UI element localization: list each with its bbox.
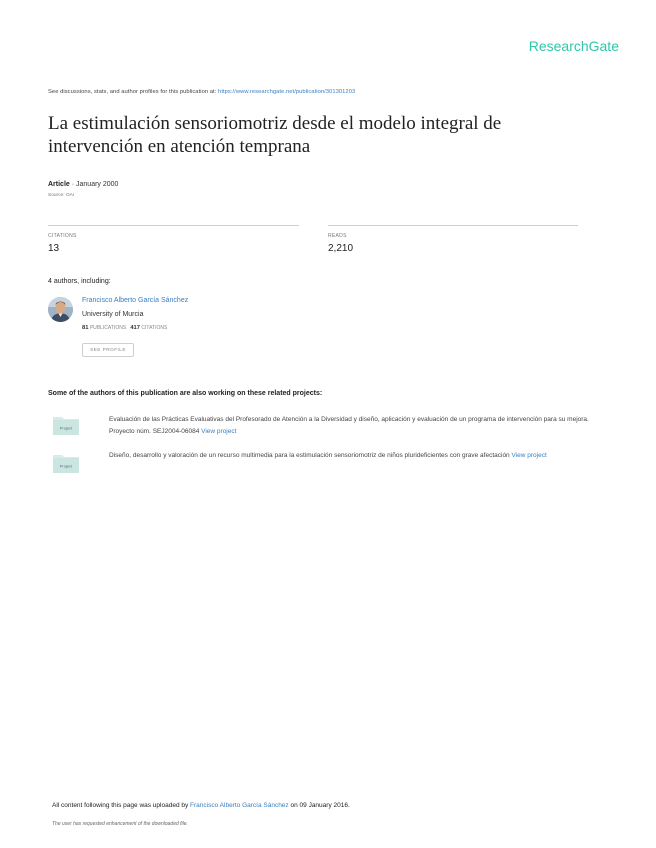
article-title: La estimulación sensoriomotriz desde el modelo integral de intervención en atención temprana — [48, 113, 502, 157]
author-publications-count: 81 — [82, 325, 89, 331]
project-item — [109, 414, 609, 438]
folder-icon — [52, 414, 80, 436]
author-publications-label: PUBLICATIONS — [89, 325, 127, 331]
author-stats — [82, 325, 167, 331]
related-projects-heading: Some of the authors of this publication are also working on these related projects: — [48, 390, 323, 397]
view-project-link[interactable]: View project — [201, 428, 237, 435]
discussion-line — [48, 89, 355, 95]
folder-label: Project — [59, 425, 73, 431]
reads-value: 2,210 — [328, 243, 354, 254]
citations-label: CITATIONS — [48, 233, 77, 239]
project-item — [109, 450, 609, 462]
citations-divider — [48, 225, 299, 226]
upload-suffix: on 09 January 2016. — [288, 802, 350, 809]
author-institution: University of Murcia — [82, 311, 144, 318]
author-citations-label: CITATIONS — [141, 325, 168, 331]
reads-divider — [328, 225, 578, 226]
upload-prefix: All content following this page was uploaded by — [52, 802, 191, 809]
folder-label: Project — [59, 463, 73, 469]
article-date: · January 2000 — [69, 181, 119, 188]
article-source: Source: OAI — [48, 193, 75, 198]
article-type: Article — [48, 181, 70, 188]
enhancement-note: The user has requested enhancement of the downloaded file. — [52, 821, 188, 827]
author-citations-count: 417 — [130, 325, 140, 331]
project-description: Diseño, desarrollo y valoración de un recurso multimedia para la estimulación sensoriomotriz de niños plurideficientes con grave afectación — [109, 452, 512, 459]
person-photo-icon — [48, 297, 73, 322]
upload-note — [52, 802, 350, 809]
author-name-link[interactable]: Francisco Alberto García Sánchez — [82, 297, 189, 304]
see-profile-button[interactable]: SEE PROFILE — [82, 343, 134, 357]
project-description: Evaluación de las Prácticas Evaluativas del Profesorado de Atención a la Diversidad y diseño, aplicación y evaluación de un programa de intervención para su mejora. Proyecto núm. SEJ2004-06084 — [109, 416, 589, 435]
discussion-prefix: See discussions, stats, and author profiles for this publication at: — [48, 89, 219, 95]
publication-url-link[interactable]: https://www.researchgate.net/publication/301301203 — [218, 89, 356, 95]
author-avatar[interactable] — [48, 297, 73, 322]
citations-value: 13 — [48, 243, 60, 254]
authors-heading: 4 authors, including: — [48, 278, 111, 285]
article-meta — [48, 181, 118, 188]
uploader-link[interactable]: Francisco Alberto García Sánchez — [190, 802, 289, 809]
folder-icon — [52, 452, 80, 474]
reads-label: READS — [328, 233, 347, 239]
researchgate-logo[interactable]: ResearchGate — [528, 38, 619, 54]
view-project-link[interactable]: View project — [511, 452, 547, 459]
